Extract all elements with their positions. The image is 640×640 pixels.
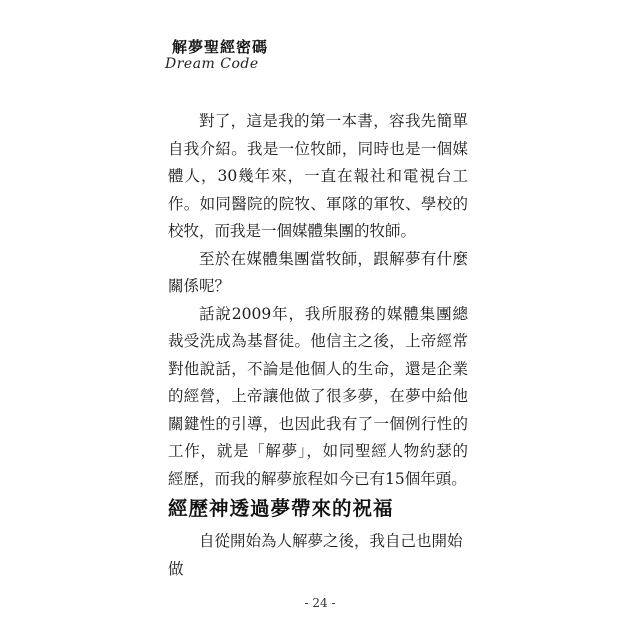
section-body xyxy=(168,528,468,583)
page-number: - 24 - xyxy=(304,596,336,610)
paragraph: 至於在媒體集團當牧師，跟解夢有什麼關係呢？ xyxy=(168,249,468,295)
running-header-title: 解夢聖經密碼 xyxy=(172,38,269,56)
paragraph: 話說2009年，我所服務的媒體集團總裁受洗成為基督徒。他信主之後，上帝經常對他說話，不論是他個人的生命，還是企業的經營，上帝讓他做了很多夢，在夢中給他關鍵性的引導，也因此我有了一個例行性的工作，就是「解夢」，如同聖經人物約瑟的經歷，而我的解夢旅程如今已有15個年頭。 xyxy=(168,304,468,488)
paragraph: 對了，這是我的第一本書，容我先簡單自我介紹。我是一位牧師，同時也是一個媒體人，30幾年來，一直在報社和電視台工作。如同醫院的院牧、軍隊的軍牧、學校的校牧，而我是一個媒體集團的牧師。 xyxy=(168,112,468,240)
running-header-subtitle: Dream Code xyxy=(165,56,259,72)
section-heading: 經歷神透過夢帶來的祝福 xyxy=(168,497,394,520)
body-text xyxy=(168,108,468,493)
paragraph: 自從開始為人解夢之後，我自己也開始做 xyxy=(168,532,463,578)
